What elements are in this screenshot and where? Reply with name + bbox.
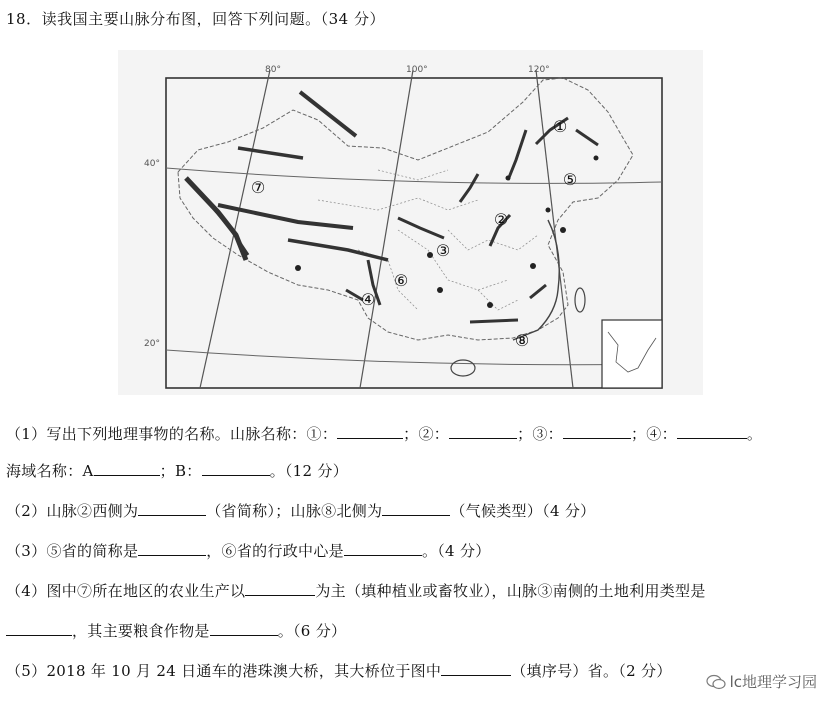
text: （3）⑤省的简称是 <box>6 542 139 560</box>
answer-blank[interactable] <box>94 461 160 476</box>
meridian-label: 120° <box>528 65 550 75</box>
parallel-label: 20° <box>144 339 160 349</box>
wechat-logo-icon <box>706 674 726 690</box>
watermark <box>706 671 817 692</box>
text: （填序号）省。（2 分） <box>511 662 672 680</box>
question-line-7 <box>6 660 672 681</box>
marker-8: ⑧ <box>514 331 530 350</box>
marker-5: ⑤ <box>562 170 578 189</box>
question-line-6 <box>6 620 346 641</box>
text: 。（6 分） <box>277 622 347 640</box>
text: 为主（填种植业或畜牧业），山脉③南侧的土地利用类型是 <box>315 582 706 600</box>
question-line-2 <box>6 460 348 481</box>
marker-6: ⑥ <box>393 271 409 290</box>
meridian-label: 100° <box>406 65 428 75</box>
text: 。（12 分） <box>269 462 349 480</box>
text: （2）山脉②西侧为 <box>6 502 139 520</box>
text: 海域名称：A <box>6 462 94 480</box>
inset-box <box>602 320 662 388</box>
meridian-label: 80° <box>265 65 281 75</box>
answer-blank[interactable] <box>138 501 206 516</box>
answer-blank[interactable] <box>449 424 517 439</box>
text: （1）写出下列地理事物的名称。山脉名称：①： <box>6 425 338 443</box>
answer-blank[interactable] <box>563 424 631 439</box>
question-title: 18．读我国主要山脉分布图，回答下列问题。（34 分） <box>6 10 385 28</box>
answer-blank[interactable] <box>138 541 206 556</box>
text: （省简称）；山脉⑧北侧为 <box>206 502 383 520</box>
marker-2: ② <box>493 210 509 229</box>
marker-3: ③ <box>435 241 451 260</box>
answer-blank[interactable] <box>677 424 747 439</box>
text: 。 <box>746 425 763 443</box>
question-line-4 <box>6 540 491 561</box>
china-mountain-map <box>118 50 703 395</box>
answer-blank[interactable] <box>6 621 72 636</box>
question-line-3 <box>6 500 595 521</box>
watermark-text: lc地理学习园 <box>729 673 817 691</box>
text: ；②： <box>403 425 450 443</box>
text: ；④： <box>630 425 677 443</box>
marker-1: ① <box>552 117 568 136</box>
marker-4: ④ <box>360 290 376 309</box>
answer-blank[interactable] <box>337 424 403 439</box>
text: （4）图中⑦所在地区的农业生产以 <box>6 582 246 600</box>
answer-blank[interactable] <box>344 541 422 556</box>
answer-blank[interactable] <box>441 661 511 676</box>
parallel-label: 40° <box>144 159 160 169</box>
text: （5）2018 年 10 月 24 日通车的港珠澳大桥，其大桥位于图中 <box>6 662 442 680</box>
text: （气候类型）（4 分） <box>450 502 596 520</box>
answer-blank[interactable] <box>245 581 315 596</box>
question-line-1 <box>6 423 762 444</box>
text: ，其主要粮食作物是 <box>72 622 210 640</box>
text: ；B： <box>159 462 202 480</box>
text: ；③： <box>517 425 563 443</box>
answer-blank[interactable] <box>202 461 270 476</box>
text: ，⑥省的行政中心是 <box>206 542 344 560</box>
question-line-5 <box>6 580 706 601</box>
answer-blank[interactable] <box>382 501 450 516</box>
text: 。（4 分） <box>421 542 491 560</box>
answer-blank[interactable] <box>210 621 278 636</box>
marker-7: ⑦ <box>250 178 266 197</box>
